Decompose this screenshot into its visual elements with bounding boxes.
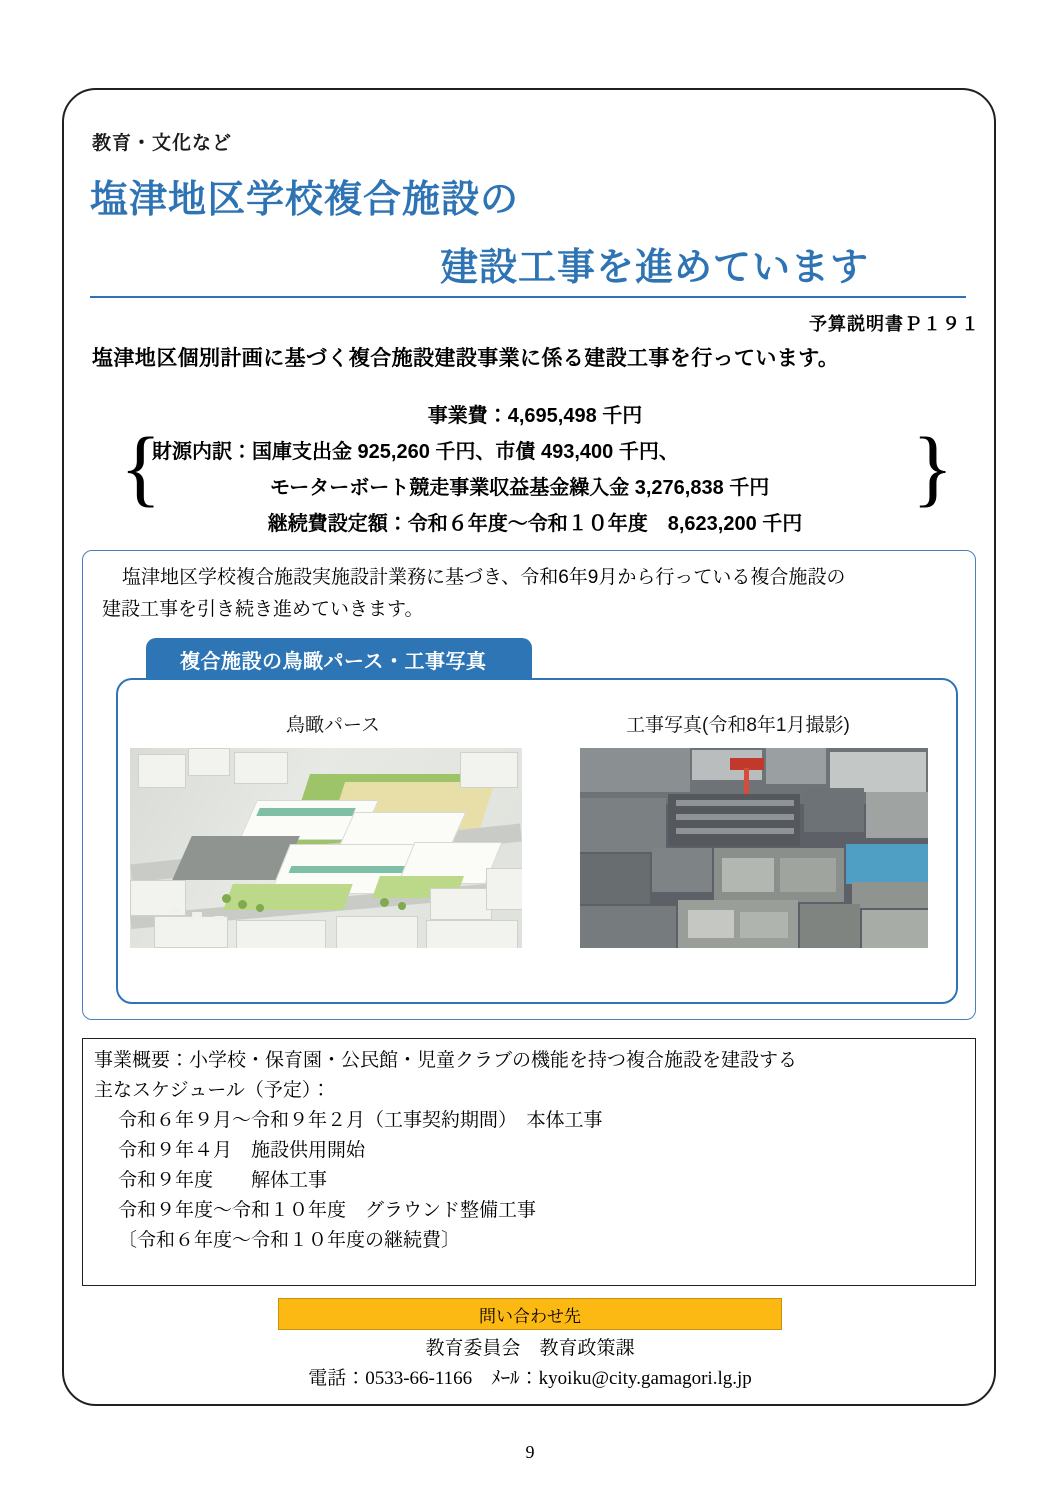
photo-section-tab: 複合施設の鳥瞰パース・工事写真	[146, 638, 532, 680]
summary-line-schedule-2: 令和９年４月 施設供用開始	[118, 1140, 366, 1161]
summary-line-schedule-header: 主なスケジュール（予定）：	[94, 1080, 331, 1101]
contact-department: 教育委員会 教育政策課	[425, 1338, 635, 1359]
brace-right: }	[912, 419, 954, 515]
cost-line-sources: 財源内訳：国庫支出金 925,260 千円、市債 493,400 千円、	[152, 441, 679, 463]
cost-line-project: 事業費：4,695,498 千円	[427, 405, 643, 427]
summary-text	[94, 1046, 964, 1256]
detail-paragraph-line1: 塩津地区学校複合施設実施設計業務に基づき、令和6年9月から行っている複合施設の	[122, 567, 846, 588]
contact-phone-mail: 電話：0533-66-1166 ﾒｰﾙ：kyoiku@city.gamagori.lg.jp	[308, 1368, 752, 1389]
birdseye-perspective-image	[130, 748, 522, 948]
contact-details	[180, 1334, 880, 1394]
detail-paragraph-line2: 建設工事を引き続き進めていきます。	[102, 599, 424, 620]
summary-line-overview: 事業概要：小学校・保育園・公民館・児童クラブの機能を持つ複合施設を建設する	[94, 1050, 798, 1071]
cost-line-sources-cont: モーターボート競走事業収益基金繰入金 3,276,838 千円	[270, 477, 770, 499]
lead-paragraph: 塩津地区個別計画に基づく複合施設建設事業に係る建設工事を行っています。	[92, 347, 840, 370]
page-title-line2: 建設工事を進めています	[440, 247, 870, 289]
cost-line-continuing: 継続費設定額：令和６年度～令和１０年度 8,623,200 千円	[267, 513, 803, 535]
caption-construction-photo: 工事写真(令和8年1月撮影)	[626, 715, 850, 736]
summary-line-schedule-1: 令和６年９月～令和９年２月（工事契約期間） 本体工事	[118, 1110, 603, 1131]
caption-birdseye: 鳥瞰パース	[286, 715, 381, 736]
page-number: 9	[525, 1442, 535, 1462]
summary-line-schedule-3: 令和９年度 解体工事	[118, 1170, 328, 1191]
contact-header-bar: 問い合わせ先	[278, 1298, 782, 1330]
page-title-line1: 塩津地区学校複合施設の	[90, 179, 520, 221]
budget-reference: 予算説明書Ｐ１９１	[809, 314, 980, 334]
construction-site-photo	[580, 748, 928, 948]
summary-line-schedule-4: 令和９年度～令和１０年度 グラウンド整備工事	[118, 1200, 537, 1221]
title-divider	[90, 296, 966, 298]
detail-paragraph	[102, 562, 958, 626]
cost-block	[120, 398, 950, 542]
brace-left: {	[120, 419, 162, 515]
summary-line-schedule-5: 〔令和６年度～令和１０年度の継続費〕	[118, 1230, 461, 1251]
category-label: 教育・文化など	[92, 133, 233, 154]
